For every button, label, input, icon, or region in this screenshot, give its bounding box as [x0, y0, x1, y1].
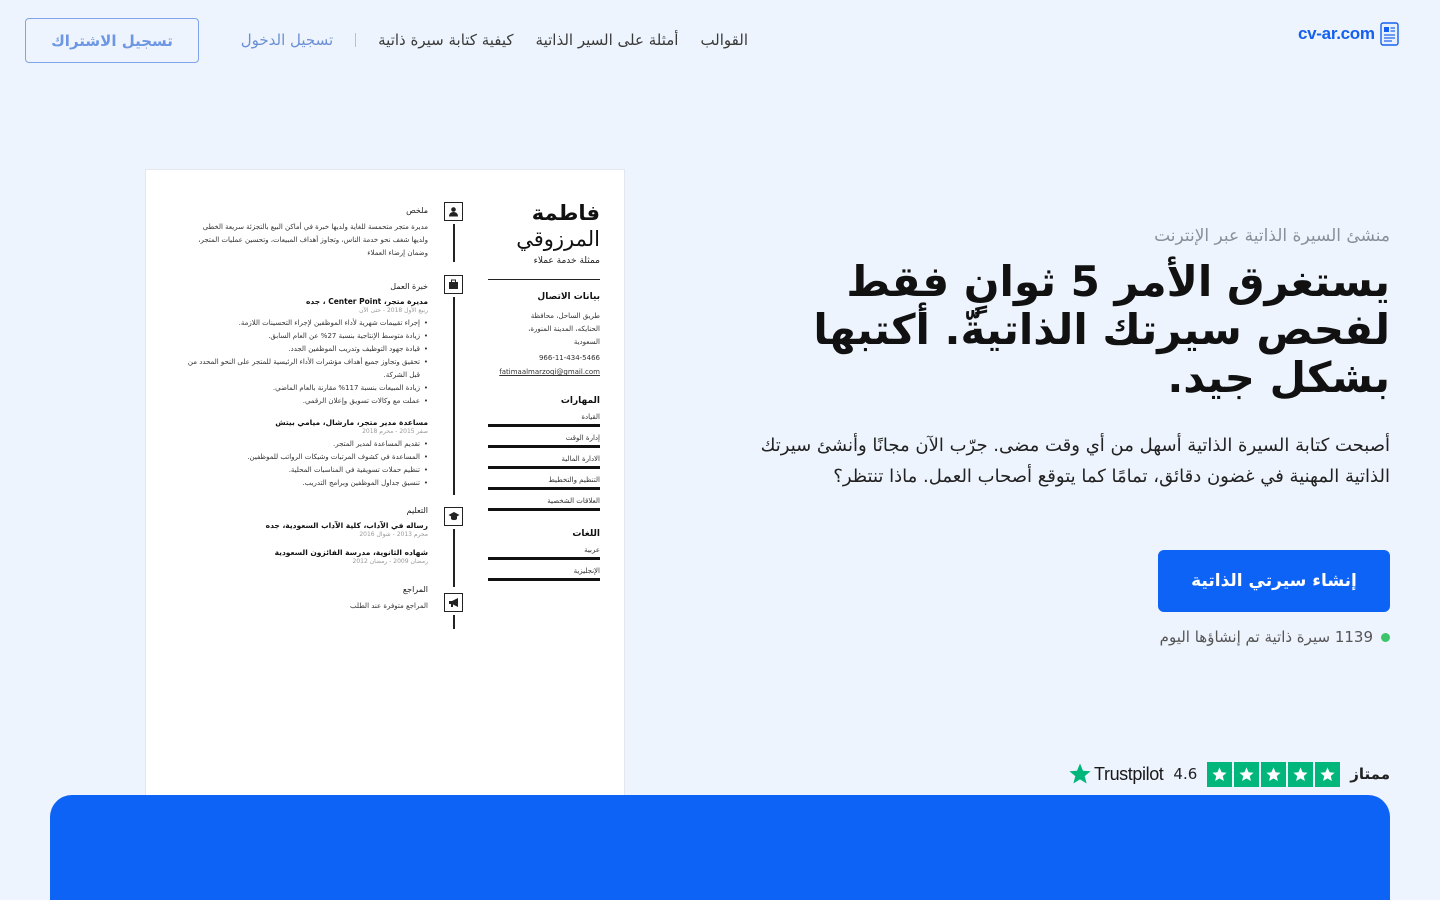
resume-language: الإنجليزية [573, 567, 600, 575]
list-item: • إجراء تقييمات شهرية لأداء الموظفين لإجراء التحسينات اللازمة. [186, 317, 428, 330]
resume-degree: شهاده الثانوية، مدرسة الفائزون السعودية [274, 548, 428, 557]
resume-timeline [444, 202, 464, 800]
language-level-bar [488, 557, 600, 560]
resume-education-item [186, 521, 428, 538]
megaphone-icon [444, 593, 463, 612]
resume-degree-date: محرم 2013 - شوال 2016 [359, 531, 428, 538]
hero-subtitle: أصبحت كتابة السيرة الذاتية أسهل من أي وقت مضى. جرّب الآن مجانًا وأنشئ سيرتك الذاتية المهنية في غضون دقائق، تمامًا كما يتوقع أصحاب العمل. ماذا تنتظر؟ [760, 435, 1390, 487]
star-icon [1207, 762, 1232, 787]
resume-sidebar [488, 200, 600, 581]
timeline-line [453, 615, 455, 629]
resume-skills-list [488, 413, 600, 511]
list-item: • زيادة المبيعات بنسبة 117% مقارنة بالعام الماضي. [186, 382, 428, 395]
skill-level-bar [488, 508, 600, 511]
list-item: • تقديم المساعدة لمدير المتجر. [186, 438, 428, 451]
resume-preview [146, 170, 624, 800]
live-status-dot [1381, 633, 1390, 642]
resume-role: ممثلة خدمة عملاء [533, 256, 600, 266]
star-icon [1261, 762, 1286, 787]
resume-address-line: الحنايكه، المدينة المنورة، [528, 325, 600, 333]
logo-document-icon [1378, 21, 1402, 47]
trustpilot-brand-text: Trustpilot [1094, 763, 1164, 784]
resume-last-name: المرزوقي [516, 227, 600, 251]
resume-job-bullets [186, 317, 428, 408]
briefcase-icon [444, 275, 463, 294]
skill-level-bar [488, 424, 600, 427]
resume-email: fatimaalmarzoqi@gmail.com [499, 368, 600, 376]
resume-job [186, 418, 428, 490]
skill-level-bar [488, 466, 600, 469]
create-cv-button[interactable]: إنشاء سيرتي الذاتية [1158, 550, 1390, 612]
nav-templates[interactable]: القوالب [700, 31, 748, 49]
login-link[interactable]: تسجيل الدخول [240, 31, 334, 49]
star-icon [1288, 762, 1313, 787]
main-nav [241, 26, 748, 54]
hero-eyebrow: منشئ السيرة الذاتية عبر الإنترنت [1154, 226, 1390, 246]
resume-education-title: التعليم [406, 506, 428, 515]
resume-language: عربية [584, 546, 600, 554]
features-band [50, 795, 1390, 900]
rating-label: ممتاز [1350, 765, 1390, 783]
timeline-line [453, 529, 455, 587]
trustpilot-star-icon [1068, 762, 1092, 786]
rating-score: 4.6 [1173, 765, 1198, 783]
resume-address [488, 310, 600, 349]
resume-main [186, 206, 428, 613]
resume-job-bullets [186, 438, 428, 490]
resume-address-line: طريق الساحل، محافظة [530, 312, 600, 320]
resume-skills-title: المهارات [560, 396, 600, 406]
nav-cv-examples[interactable]: أمثلة على السير الذاتية [535, 31, 679, 49]
resume-education-item [186, 548, 428, 565]
timeline-line [453, 297, 455, 495]
cv-count-text: 1139 سيرة ذاتية تم إنشاؤها اليوم [1159, 628, 1373, 646]
resume-job-title: مديرة متجر، Center Point ، جده [305, 297, 428, 306]
hero-section [700, 220, 1390, 492]
resume-first-name: فاطمة [531, 201, 600, 225]
signup-button[interactable]: تسجيل الاشتراك [25, 18, 199, 63]
logo[interactable] [1298, 18, 1414, 50]
resume-skill: التنظيم والتخطيط [548, 476, 600, 484]
resume-skill: إدارة الوقت [565, 434, 600, 442]
resume-experience-title: خبرة العمل [390, 282, 428, 291]
resume-job [186, 297, 428, 408]
trustpilot-rating[interactable] [1068, 758, 1390, 790]
language-level-bar [488, 578, 600, 581]
list-item: • قيادة جهود التوظيف وتدريب الموظفين الجدد. [186, 343, 428, 356]
resume-contact-title: بيانات الاتصال [537, 292, 600, 302]
skill-level-bar [488, 487, 600, 490]
hero-headline: يستغرق الأمر 5 ثوانٍ فقط لفحص سيرتك الذاتيةّ. أكتبها بشكل جيد. [813, 257, 1390, 402]
nav-how-to-write[interactable]: كيفية كتابة سيرة ذاتية [378, 31, 514, 49]
resume-job-date: صفر 2015 - محرم 2018 [362, 428, 428, 435]
resume-skill: العلاقات الشخصية [547, 497, 600, 505]
logo-text: cv-ar.com [1298, 24, 1375, 43]
graduation-cap-icon [444, 507, 463, 526]
resume-languages-list [488, 546, 600, 581]
resume-skill: القيادة [581, 413, 600, 421]
list-item: • تنظيم حملات تسويقية في المناسبات المحلية. [186, 464, 428, 477]
resume-summary-text: مديرة متجر متحمسة للغاية ولديها خبرة في أماكن البيع بالتجزئة سريعة الخطى ولديها شغف نحو خدمة الناس، وتجاوز أهداف المبيعات، وتحسين عمليات المتجر، وضمان إرضاء العملاء [198, 223, 428, 257]
resume-languages-title: اللغات [572, 529, 600, 539]
resume-job-title: مساعدة مدير متجر، مارشال، ميامي بيتش [275, 418, 428, 427]
resume-references-text: المراجع متوفرة عند الطلب [350, 602, 428, 610]
star-icon [1234, 762, 1259, 787]
resume-summary-title: ملخص [406, 206, 428, 215]
resume-degree-date: رمضان 2009 - رمضان 2012 [352, 558, 428, 565]
list-item: • تنسيق جداول الموظفين وبرامج التدريب. [186, 477, 428, 490]
resume-references-title: المراجع [402, 585, 428, 594]
resume-degree: رساله في الآداب، كلية الآداب السعودية، جده [265, 521, 428, 530]
resume-phone: 966-11-434-5466 [538, 354, 600, 362]
site-header [0, 0, 1440, 80]
rating-stars [1207, 762, 1340, 787]
list-item: • تحقيق وتجاوز جميع أهداف مؤشرات الأداء الرئيسية للمتجر على النحو المحدد من قبل الشركة. [186, 356, 428, 382]
list-item: • عملت مع وكالات تسويق وإعلان الرقمي. [186, 395, 428, 408]
skill-level-bar [488, 445, 600, 448]
person-icon [444, 202, 463, 221]
resume-divider [488, 279, 600, 280]
list-item: • زيادة متوسط الإنتاجية بنسبة 27% عن العام السابق. [186, 330, 428, 343]
resume-job-date: ربيع الأول 2018 - حتى الآن [359, 307, 428, 314]
timeline-line [453, 224, 455, 262]
list-item: • المساعدة في كشوف المرتبات وشيكات الرواتب للموظفين. [186, 451, 428, 464]
star-icon [1315, 762, 1340, 787]
cv-count [1160, 626, 1390, 648]
resume-address-line: السعودية [573, 338, 600, 346]
trustpilot-logo [1068, 762, 1163, 786]
resume-skill: الادارة المالية [561, 455, 600, 463]
nav-divider [355, 33, 356, 47]
